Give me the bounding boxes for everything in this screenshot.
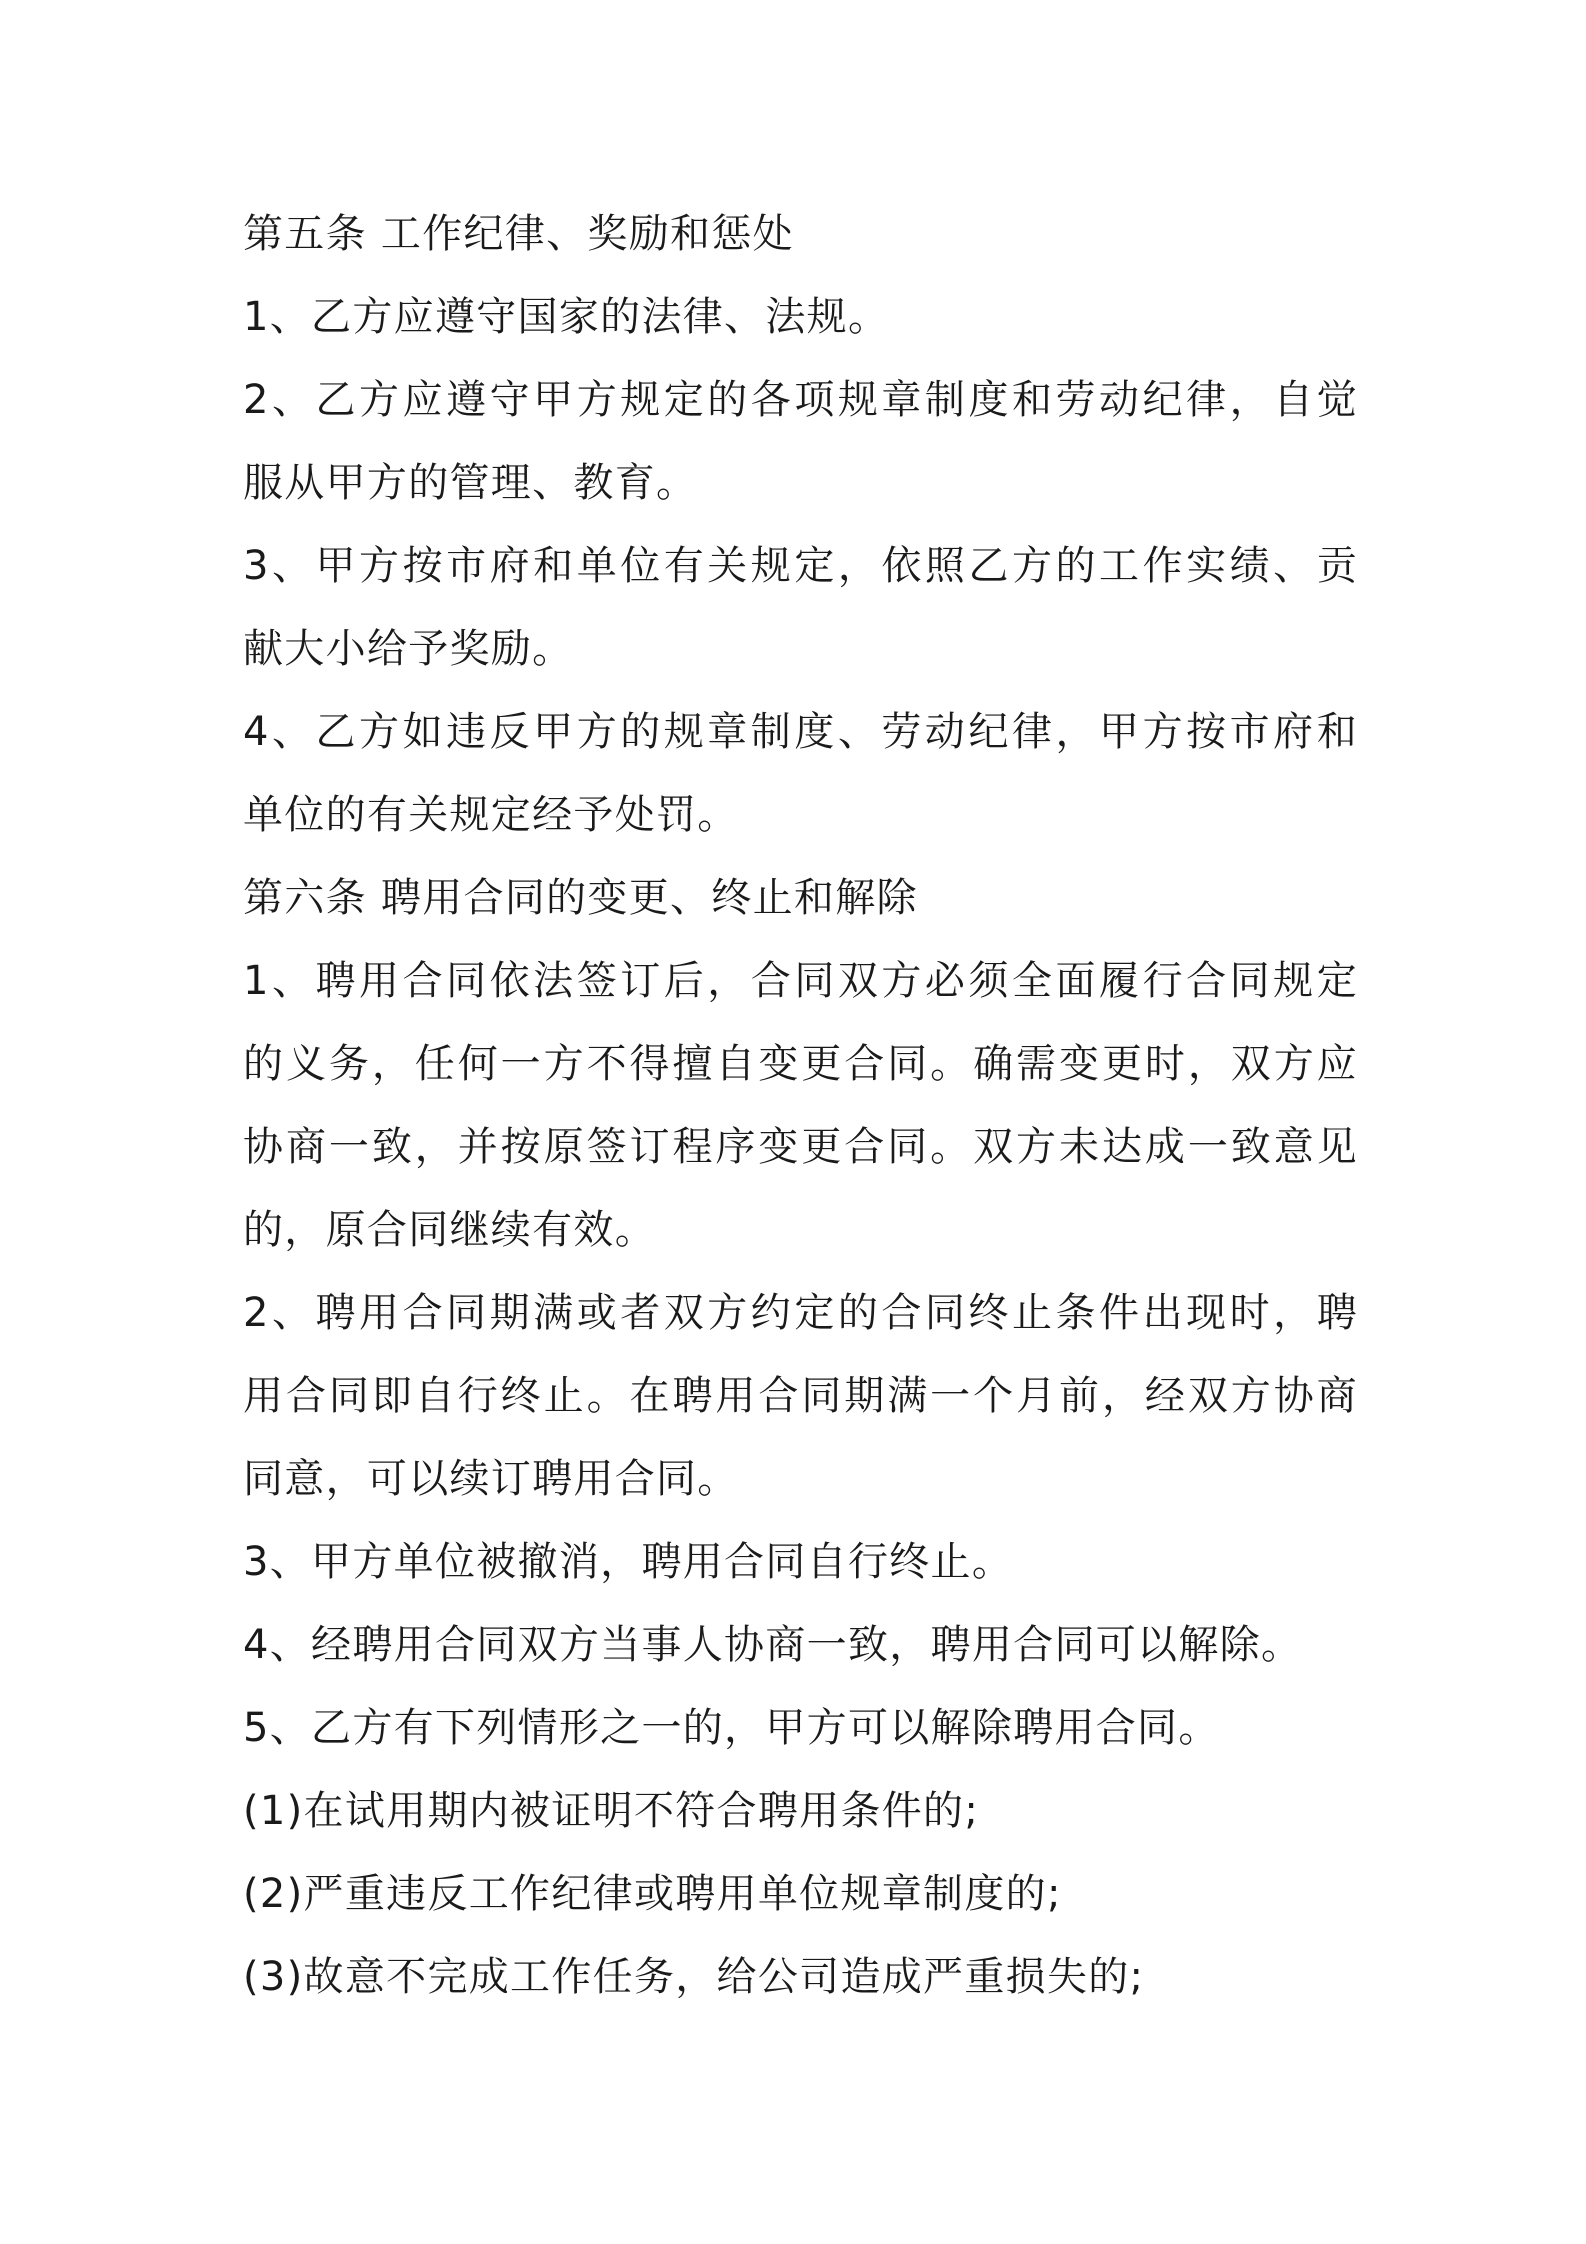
paragraph-line: 同意，可以续订聘用合同。 xyxy=(243,1456,739,1502)
paragraph-line: 的义务，任何一方不得擅自变更合同。确需变更时，双方应 xyxy=(243,1041,1358,1087)
paragraph-line: 4、经聘用合同双方当事人协商一致，聘用合同可以解除。 xyxy=(243,1622,1303,1668)
paragraph-line: 献大小给予奖励。 xyxy=(243,626,574,672)
paragraph-line: 协商一致，并按原签订程序变更合同。双方未达成一致意见 xyxy=(243,1124,1358,1170)
paragraph-line: 3、甲方按市府和单位有关规定，依照乙方的工作实绩、贡 xyxy=(243,543,1358,589)
paragraph-line: 的，原合同继续有效。 xyxy=(243,1207,656,1253)
paragraph-line: 1、乙方应遵守国家的法律、法规。 xyxy=(243,294,890,340)
list-item: (2)严重违反工作纪律或聘用单位规章制度的; xyxy=(243,1871,1062,1917)
section-heading-article-6: 第六条 聘用合同的变更、终止和解除 xyxy=(243,875,918,921)
paragraph-line: 用合同即自行终止。在聘用合同期满一个月前，经双方协商 xyxy=(243,1373,1358,1419)
document-body xyxy=(243,193,1358,2019)
list-item: (3)故意不完成工作任务，给公司造成严重损失的; xyxy=(243,1954,1145,2000)
paragraph-line: 2、聘用合同期满或者双方约定的合同终止条件出现时，聘 xyxy=(243,1290,1358,1336)
section-heading-article-5: 第五条 工作纪律、奖励和惩处 xyxy=(243,211,794,257)
paragraph-line: 2、乙方应遵守甲方规定的各项规章制度和劳动纪律，自觉 xyxy=(243,377,1358,423)
paragraph-line: 单位的有关规定经予处罚。 xyxy=(243,792,739,838)
paragraph-line: 4、乙方如违反甲方的规章制度、劳动纪律，甲方按市府和 xyxy=(243,709,1358,755)
paragraph-line: 5、乙方有下列情形之一的，甲方可以解除聘用合同。 xyxy=(243,1705,1220,1751)
list-item: (1)在试用期内被证明不符合聘用条件的; xyxy=(243,1788,980,1834)
paragraph-line: 服从甲方的管理、教育。 xyxy=(243,460,698,506)
paragraph-line: 3、甲方单位被撤消，聘用合同自行终止。 xyxy=(243,1539,1014,1585)
paragraph-line: 1、聘用合同依法签订后，合同双方必须全面履行合同规定 xyxy=(243,958,1358,1004)
